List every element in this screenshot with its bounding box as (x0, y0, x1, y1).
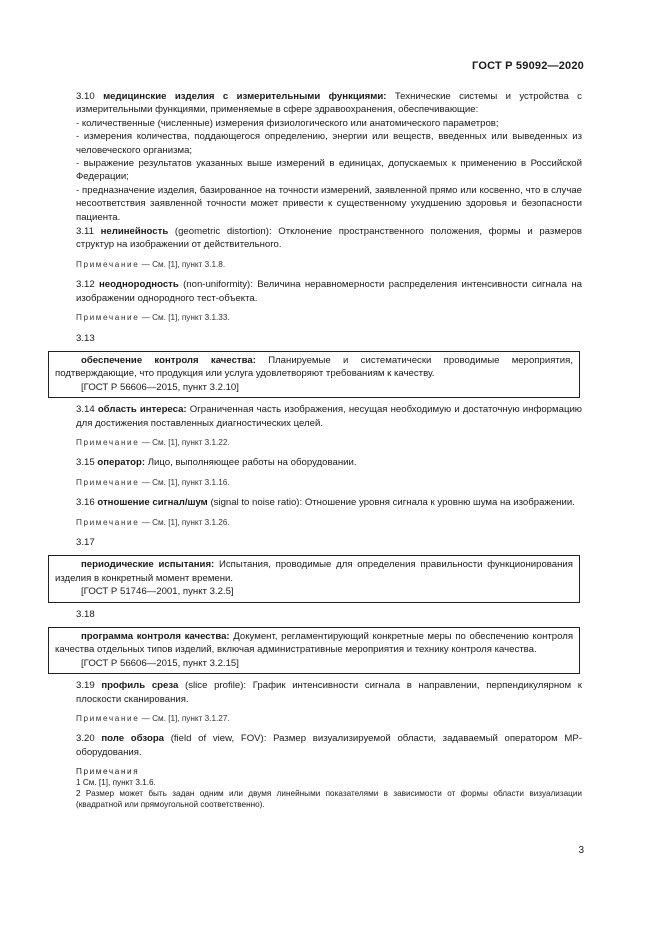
quoted-term-box: периодические испытания: Испытания, проводимые для определения правильности функционирования изделия в конкретный момент времени. [ГОСТ Р 51746—2001, пункт 3.2.5] (48, 555, 580, 602)
source-reference: [ГОСТ Р 56606—2015, пункт 3.2.10] (81, 381, 239, 393)
section-number: 3.17 (76, 536, 95, 548)
note: Примечание — См. [1], пункт 3.1.22. (76, 437, 230, 447)
term-name: медицинские изделия с измерительными функциями: (103, 91, 387, 102)
note: Примечание — См. [1], пункт 3.1.27. (76, 714, 230, 724)
term-3-19: 3.19 профиль среза (slice profile): График интенсивности сигнала в направлении, перпендикулярном к плоскости сканирования. (76, 680, 582, 705)
document-id: ГОСТ Р 59092—2020 (472, 60, 584, 72)
quoted-term-box: обеспечение контроля качества: Планируемые и систематически проводимые мероприятия, подтверждающие, что продукция или услуга удовлетворяют требованиям к качеству. [ГОСТ Р 56606—2015, пункт 3.2.10] (48, 351, 580, 398)
term-name: отношение сигнал/шум (97, 497, 208, 509)
bullet: - выражение результатов указанных выше измерений в единицах, допускаемых к применению в Российской Федерации; (76, 158, 582, 183)
source-reference: [ГОСТ Р 56606—2015, пункт 3.2.15] (81, 657, 239, 669)
term-3-16: 3.16 отношение сигнал/шум (signal to noise ratio): Отношение уровня сигнала к уровню шума на изображении. (76, 497, 575, 509)
term-name: оператор: (97, 457, 146, 469)
note-item: 2 Размер может быть задан одним или двумя линейными показателями в зависимости от формы области визуализации (квадратной или прямоугольной соответственно). (76, 789, 582, 810)
term-name: профиль среза (101, 680, 179, 692)
term-3-20: 3.20 поле обзора (field of view, FOV): Размер визуализируемой области, задаваемый оператором МР-оборудования. (76, 733, 582, 758)
term-name: неоднородность (99, 279, 179, 291)
note-item: 1 См. [1], пункт 3.1.6. (76, 778, 156, 788)
notes-block (76, 766, 582, 810)
term-name: периодические испытания: (81, 559, 215, 571)
term-3-12: 3.12 неоднородность (non-uniformity): Величина неравномерности распределения интенсивности сигнала на изображении однородного тест-объекта. (76, 279, 582, 304)
term-3-15: 3.15 оператор: Лицо, выполняющее работы на оборудовании. (76, 457, 357, 469)
note: Примечание — См. [1], пункт 3.1.33. (76, 313, 230, 323)
term-3-14: 3.14 область интереса: Ограниченная часть изображения, несущая необходимую и достаточную информацию для достижения поставленных диагностических целей. (76, 404, 583, 429)
section-number: 3.13 (76, 332, 95, 344)
term-name: обеспечение контроля качества: (81, 354, 256, 366)
section-number: 3.18 (76, 608, 95, 620)
note: Примечание — См. [1], пункт 3.1.8. (76, 259, 226, 269)
term-name: программа контроля качества: (81, 631, 230, 642)
term-name: нелинейность (100, 226, 169, 238)
bullet: - измерения количества, поддающегося определению, энергии или веществ, введенных или выведенных из человеческого организма; (76, 131, 582, 156)
notes-label: Примечания (76, 767, 140, 777)
term-3-10: 3.10 медицинские изделия с измерительными функциями: Технические системы и устройства с измерительными функциями, применяемые в сфере здравоохранения, обеспечивающие: (76, 91, 582, 116)
term-3-11: 3.11 нелинейность (geometric distortion): Отклонение пространственного положения, формы и размеров структур на изображении от действительного. (76, 226, 582, 251)
terms-section (55, 90, 583, 810)
note: Примечание — См. [1], пункт 3.1.26. (76, 517, 230, 527)
quoted-term-box: программа контроля качества: Документ, регламентирующий конкретные меры по обеспечению контроля качества отдельных типов изделий, включая административные мероприятия и технику контроля качества. [ГОСТ Р 56606—2015, пункт 3.2.15] (48, 627, 580, 674)
note: Примечание — См. [1], пункт 3.1.16. (76, 477, 230, 487)
term-name: область интереса: (97, 404, 187, 416)
bullet: - количественные (численные) измерения физиологического или анатомического параметров; (76, 117, 499, 129)
page-number: 3 (578, 845, 584, 856)
source-reference: [ГОСТ Р 51746—2001, пункт 3.2.5] (81, 586, 234, 598)
bullet: - предназначение изделия, базированное на точности измерений, заявленной прямо или косвенно, что в случае несоответствия заявленной точности может привести к существенному ухудшению здоровья и безопасности пациента. (76, 184, 582, 223)
term-name: поле обзора (101, 733, 165, 745)
